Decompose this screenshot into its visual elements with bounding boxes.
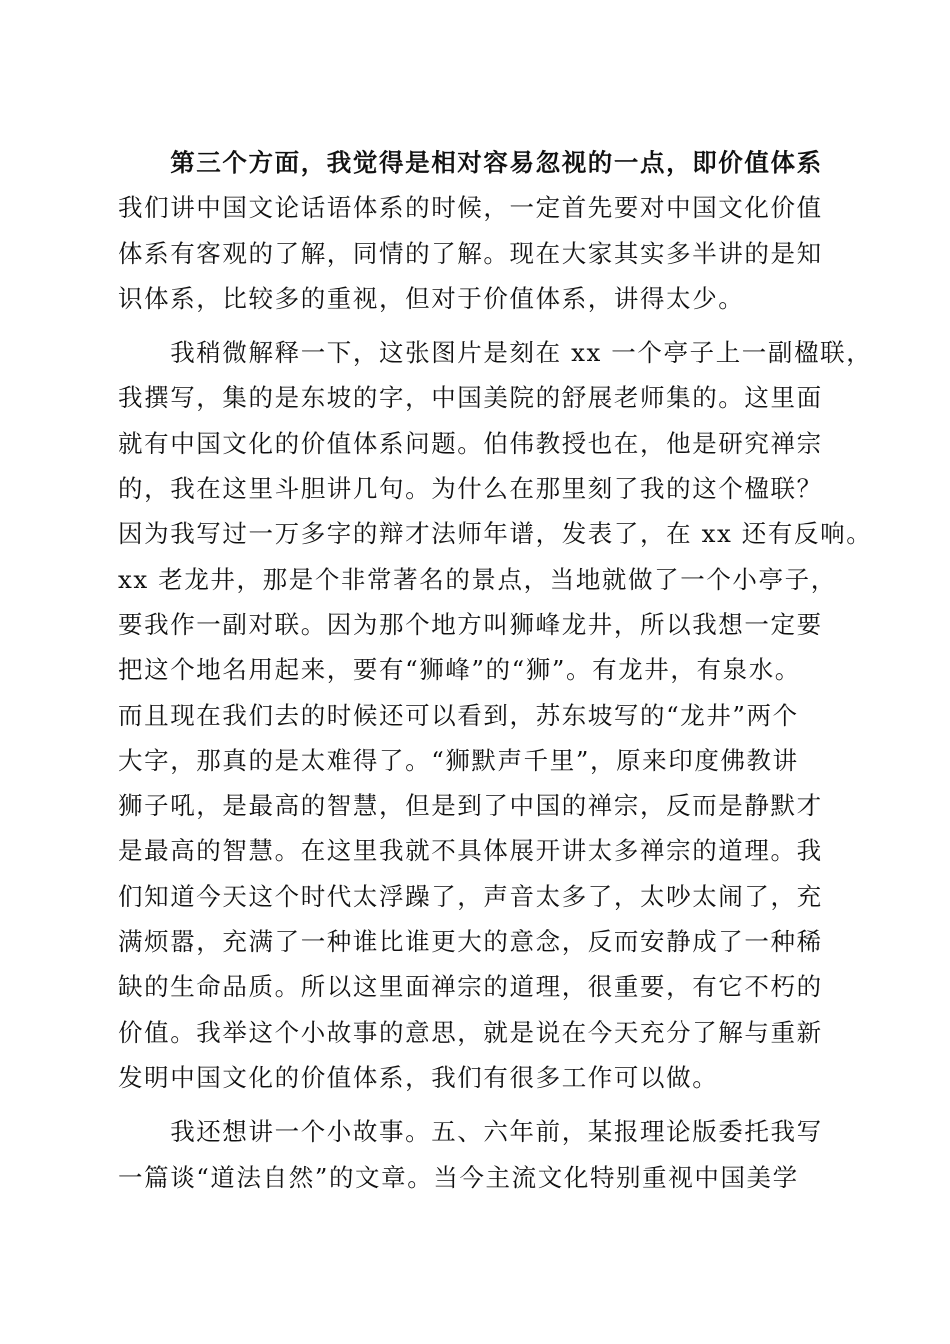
text-line: 因为我写过一万多字的辩才法师年谱，发表了，在 xx 还有反响。 <box>118 519 873 549</box>
text-line: 把这个地名用起来，要有“狮峰”的“狮”。有龙井，有泉水。 <box>118 655 801 685</box>
text-line: 我撰写，集的是东坡的字，中国美院的舒展老师集的。这里面 <box>118 383 823 413</box>
paragraph-couplet-story <box>118 330 873 1100</box>
text-line: 我还想讲一个小故事。五、六年前，某报理论版委托我写 <box>118 1117 823 1147</box>
text-line: 狮子吼，是最高的智慧，但是到了中国的禅宗，反而是静默才 <box>118 791 823 821</box>
text-line: 第三个方面，我觉得是相对容易忽视的一点，即价值体系 <box>118 148 823 177</box>
text-line: xx 老龙井，那是个非常著名的景点，当地就做了一个小亭子， <box>118 564 837 594</box>
text-line: 我稍微解释一下，这张图片是刻在 xx 一个亭子上一副楹联， <box>118 338 873 368</box>
text-line: 就有中国文化的价值体系问题。伯伟教授也在，他是研究禅宗 <box>118 428 823 458</box>
text-line: 体系有客观的了解，同情的了解。现在大家其实多半讲的是知 <box>118 238 823 268</box>
paragraph-gap <box>118 1100 838 1109</box>
text-line: 大字，那真的是太难得了。“狮默声千里”，原来印度佛教讲 <box>118 745 799 775</box>
text-line: 要我作一副对联。因为那个地方叫狮峰龙井，所以我想一定要 <box>118 609 823 639</box>
paragraph-gap <box>118 321 838 330</box>
text-line: 识体系，比较多的重视，但对于价值体系，讲得太少。 <box>118 283 745 313</box>
text-line: 一篇谈“道法自然”的文章。当今主流文化特别重视中国美学 <box>118 1162 799 1192</box>
paragraph-value-system <box>118 140 838 321</box>
text-line: 的，我在这里斗胆讲几句。为什么在那里刻了我的这个楹联？ <box>118 474 823 504</box>
text-line: 价值。我举这个小故事的意思，就是说在今天充分了解与重新 <box>118 1017 823 1047</box>
text-line: 我们讲中国文论话语体系的时候，一定首先要对中国文化价值 <box>118 193 823 223</box>
text-line: 们知道今天这个时代太浮躁了，声音太多了，太吵太闹了，充 <box>118 881 823 911</box>
text-line: 发明中国文化的价值体系，我们有很多工作可以做。 <box>118 1062 719 1092</box>
text-line: 缺的生命品质。所以这里面禅宗的道理，很重要，有它不朽的 <box>118 972 823 1002</box>
paragraph-dao-story <box>118 1109 838 1200</box>
text-line: 是最高的智慧。在这里我就不具体展开讲太多禅宗的道理。我 <box>118 836 823 866</box>
text-line: 满烦嚣，充满了一种谁比谁更大的意念，反而安静成了一种稀 <box>118 927 823 957</box>
text-line: 而且现在我们去的时候还可以看到，苏东坡写的“龙井”两个 <box>118 700 799 730</box>
document-body <box>118 140 873 1200</box>
